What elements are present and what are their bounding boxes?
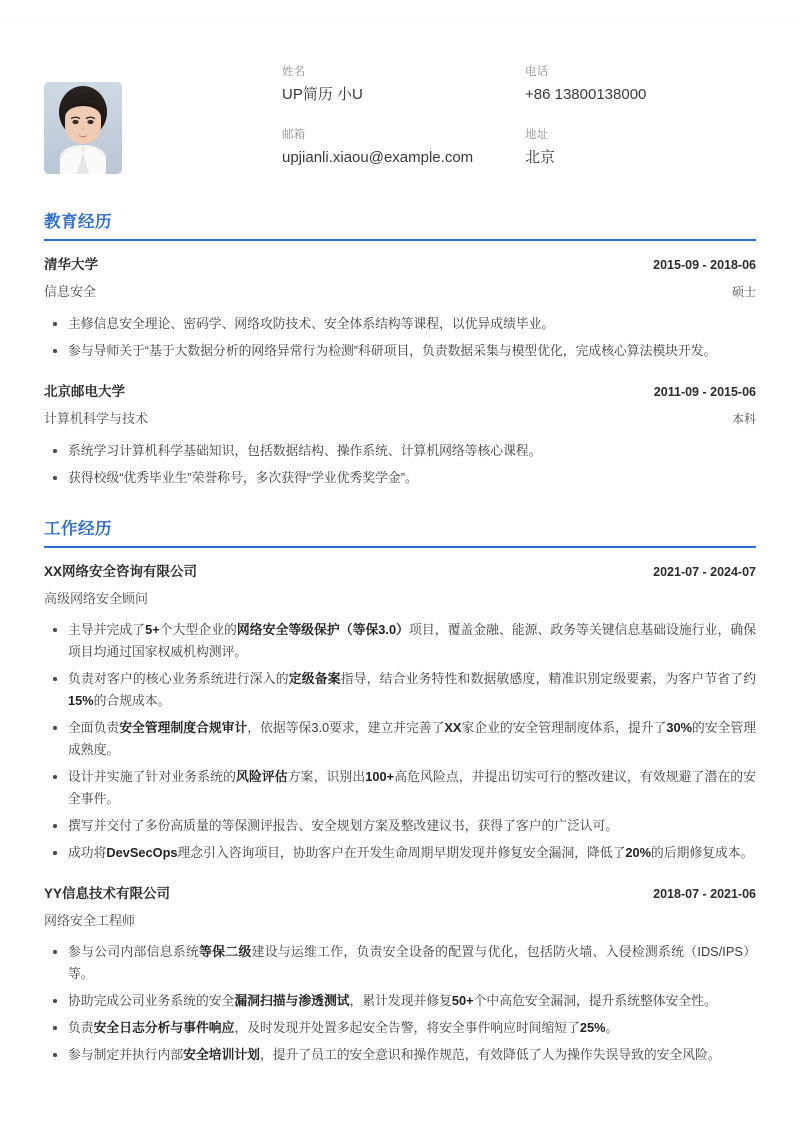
bullet-text: 的安全管理成熟度。 [68,720,757,757]
bullet-text: 。 [605,1020,619,1035]
entry-subheader-row [44,589,756,608]
bullet-highlight: 安全管理制度合规审计 [119,720,248,735]
entry-organization: XX网络安全咨询有限公司 [44,564,198,579]
bullet-item [44,668,756,712]
field-label: 邮箱 [282,129,306,141]
section-divider [44,546,756,548]
resume-header [44,0,756,182]
bullet-highlight: 30% [666,720,692,735]
bullet-highlight: 安全培训计划 [183,1047,260,1062]
field-value: upjianli.xiaou@example.com [282,149,474,166]
bullet-text: 参与导师关于“基于大数据分析的网络异常行为检测”科研项目，负责数据采集与模型优化，完成核心算法模块开发。 [68,343,717,358]
field-label: 电话 [525,66,549,78]
section-title: 工作经历 [44,520,112,538]
bullet-highlight: 风险评估 [236,769,288,784]
bullet-item [44,440,756,462]
section-divider [44,239,756,241]
entry-bullet-list [44,619,756,864]
bullet-text: ，提升了员工的安全意识和操作规范，有效降低了人为操作失误导致的安全风险。 [259,1047,721,1062]
entry-organization: 北京邮电大学 [44,384,125,399]
bullet-text: 方案，识别出 [287,769,366,784]
bullet-text: 成功将 [68,845,107,860]
entry-date-range: 2021-07 - 2024-07 [653,565,756,579]
bullet-highlight: 等保二级 [199,944,252,959]
entry-header-row [44,255,756,275]
bullet-item [44,941,756,985]
bullet-highlight: 漏洞扫描与渗透测试 [234,993,350,1008]
bullet-item [44,990,756,1012]
bullet-text: ，依据等保3.0要求，建立并完善了 [247,720,445,735]
bullet-text: 建设与运维工作，负责安全设备的配置与优化，包括防火墙、入侵检测系统（IDS/IPS）等。 [68,944,757,981]
entry-subheader-row [44,911,756,930]
entry-date-range: 2015-09 - 2018-06 [653,258,756,272]
bullet-highlight: 5+ [145,622,160,637]
field-label: 地址 [525,129,549,141]
bullet-highlight: 15% [68,693,94,708]
bullet-highlight: XX [444,720,462,735]
bullet-text: 全面负责 [68,720,120,735]
contact-field-name [282,64,513,105]
bullet-item [44,766,756,810]
bullet-text: 协助完成公司业务系统的安全 [68,993,235,1008]
bullet-text: 设计并实施了针对业务系统的 [68,769,237,784]
portrait-photo-icon [44,82,122,174]
section-title: 教育经历 [44,213,112,231]
bullet-text: 指导，结合业务特性和数据敏感度，精准识别定级要素，为客户节省了约 [340,671,757,686]
contact-field-email [282,127,513,168]
field-label: 姓名 [282,66,306,78]
field-value: +86 13800138000 [525,86,647,103]
bullet-item [44,717,756,761]
bullet-text: 理念引入咨询项目，协助客户在开发生命周期早期发现并修复安全漏洞，降低了 [177,845,626,860]
bullet-text: 家企业的安全管理制度体系，提升了 [461,720,667,735]
resume-sections [44,208,756,1066]
field-value: 北京 [525,149,556,166]
bullet-item [44,340,756,362]
resume-entry [44,562,756,864]
entry-date-range: 2011-09 - 2015-06 [653,385,756,399]
entry-subheader-row [44,282,756,302]
bullet-text: ，累计发现并修复 [349,993,452,1008]
bullet-text: ，及时发现并处置多起安全告警，将安全事件响应时间缩短了 [234,1020,580,1035]
bullet-text: 主导并完成了 [68,622,146,637]
bullet-text: 负责 [68,1020,94,1035]
bullet-highlight: 50+ [451,993,474,1008]
contact-grid [282,64,756,168]
resume-entry [44,884,756,1066]
bullet-item [44,313,756,335]
bullet-item [44,1044,756,1066]
bullet-text: 撰写并交付了多份高质量的等保测评报告、安全规划方案及整改建议书，获得了客户的广泛认可。 [68,818,619,833]
entry-header-row [44,382,756,402]
bullet-item [44,467,756,489]
bullet-text: 个大型企业的 [159,622,237,637]
bullet-text: 参与公司内部信息系统 [68,944,200,959]
bullet-highlight: 100+ [365,769,395,784]
bullet-highlight: 20% [625,845,652,860]
entry-date-range: 2018-07 - 2021-06 [653,887,756,901]
bullet-highlight: 网络安全等级保护（等保3.0） [236,622,410,637]
bullet-item [44,815,756,837]
entry-header-row [44,884,756,904]
bullet-item [44,842,756,864]
bullet-text: 系统学习计算机科学基础知识，包括数据结构、操作系统、计算机网络等核心课程。 [68,443,542,458]
bullet-text: 参与制定并执行内部 [68,1047,184,1062]
bullet-text: 负责对客户的核心业务系统进行深入的 [68,671,289,686]
entry-organization: 清华大学 [44,257,98,272]
entry-bullet-list [44,313,756,362]
entry-bullet-list [44,440,756,489]
bullet-highlight: DevSecOps [106,845,178,860]
bullet-text: 的合规成本。 [93,693,171,708]
entry-subheader-row [44,409,756,429]
bullet-text: 项目，覆盖金融、能源、政务等关键信息基础设施行业，确保项目均通过国家权威机构测评。 [68,622,757,659]
bullet-item [44,1017,756,1039]
entry-header-row [44,562,756,582]
contact-field-phone [525,64,756,105]
entry-role: 网络安全工程师 [44,913,136,928]
bullet-highlight: 定级备案 [288,671,341,686]
bullet-text: 主修信息安全理论、密码学、网络攻防技术、安全体系结构等课程，以优异成绩毕业。 [68,316,555,331]
photo-container [44,82,122,174]
bullet-text: 个中高危安全漏洞，提升系统整体安全性。 [473,993,717,1008]
bullet-text: 高危风险点，并提出切实可行的整改建议，有效规避了潜在的安全事件。 [68,769,757,806]
bullet-text: 获得校级“优秀毕业生”荣誉称号，多次获得“学业优秀奖学金”。 [68,470,418,485]
entry-role: 信息安全 [44,284,97,299]
contact-field-address [525,127,756,168]
entry-role: 计算机科学与技术 [44,411,149,426]
entry-role: 高级网络安全顾问 [44,591,149,606]
section [44,515,756,1066]
entry-meta: 本科 [731,412,756,426]
bullet-item [44,619,756,663]
page-top-edge [0,22,800,23]
bullet-highlight: 安全日志分析与事件响应 [93,1020,235,1035]
entry-bullet-list [44,941,756,1066]
resume-entry [44,255,756,362]
entry-meta: 硕士 [731,285,756,299]
entry-organization: YY信息技术有限公司 [44,886,171,901]
field-value: UP简历 小U [282,86,363,103]
bullet-text: 的后期修复成本。 [651,845,754,860]
section [44,208,756,489]
resume-entry [44,382,756,489]
bullet-highlight: 25% [579,1020,606,1035]
